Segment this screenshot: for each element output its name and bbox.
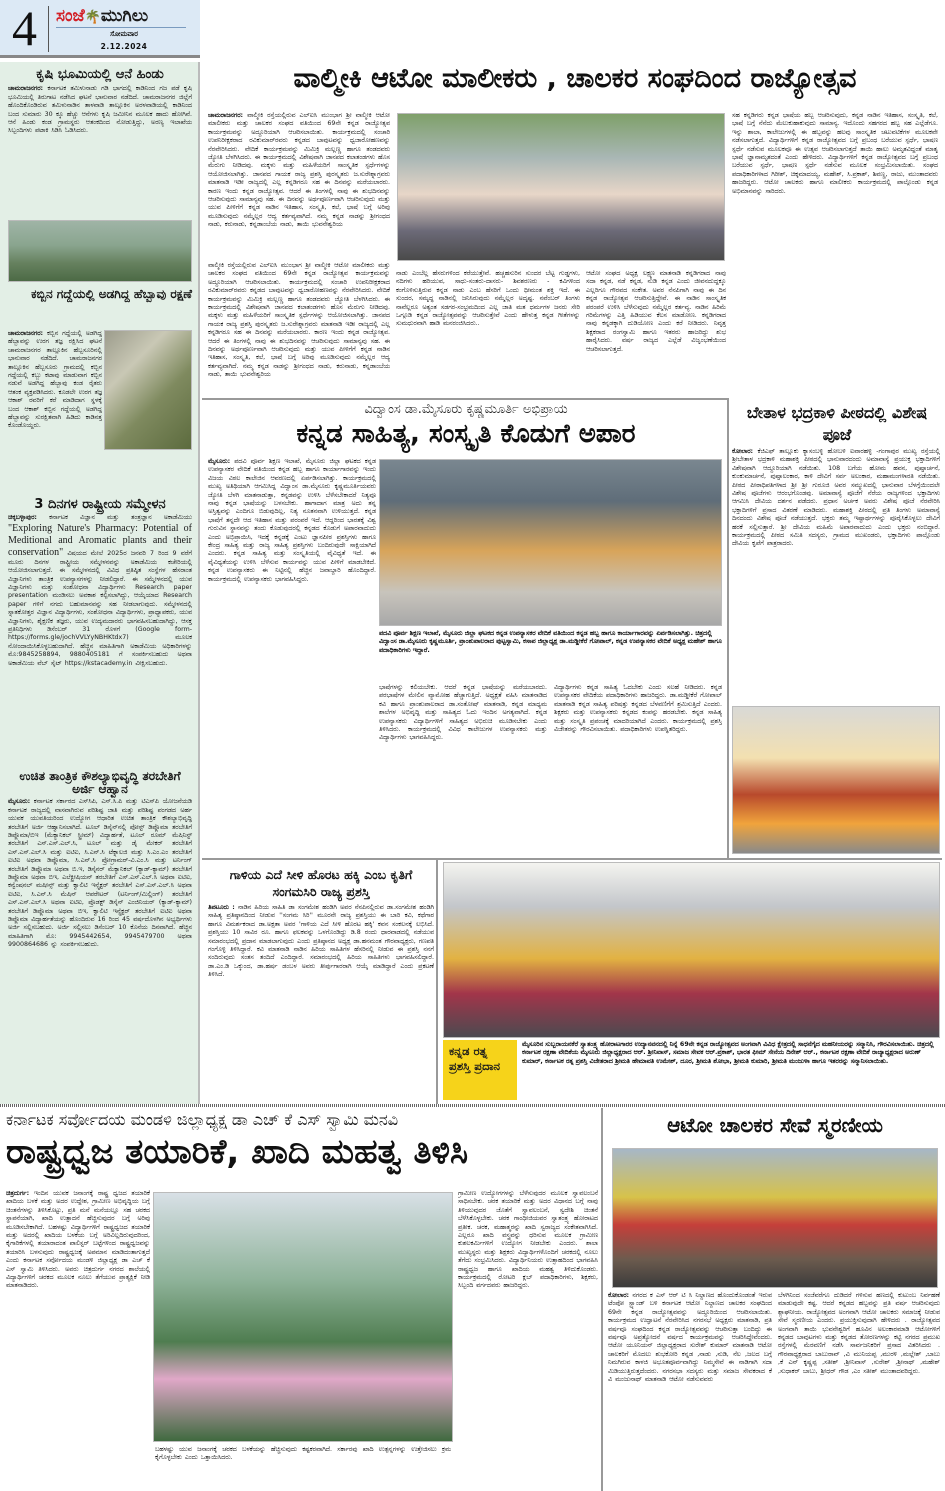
dateline: ತಿಪಟೂರು :: [208, 904, 235, 911]
elephant-herd-photo: [8, 220, 192, 282]
story-text: ಇಂದಿನ ಯುವಕ ಜನಾಂಗಕ್ಕೆ ರಾಷ್ಟ್ರ ಧ್ವಜದ ತಯಾರಿಕೆ ಖಾದಿಯ ಬಳಕೆ ಮತ್ತು ಅದರ ಉದ್ದೇಶ, ಗ್ರಾಮೀಣ ಅಭಿವೃದ್ಧಿಯ ಬಗ್ಗೆ ಚಿಂತನೆಗಳನ್ನು ತಿಳಿಸಿಕೊಟ್ಟು, ಪ್ರತಿ ಮನೆ ಮನೆಯಲ್ಲೂ ಸಹ ಚರಕದ ಸ್ಥಾಪನೆಯಾಗಿ, ಖಾದಿ ಉತ್ಪಾದನೆ ಹೆಚ್ಚಿಸುವುದರ ಬಗ್ಗೆ ಅರಿವು ಮೂಡಿಸಬೇಕಾಗಿದೆ. ಬಹಳಷ್ಟು ವಿದ್ಯಾರ್ಥಿಗಳಿಗೆ ರಾಷ್ಟ್ರಧ್ವಜದ ತಯಾರಿಕೆ ಮತ್ತು ಅದರಲ್ಲಿ ಖಾದಿಯ ಬಳಕೆಯ ಬಗ್ಗೆ ಅರಿವಿಲ್ಲದಿರುವುದರಿಂದ, ಕೈಗಾರಿಕೆಗಳಲ್ಲಿ ತಯಾರಾದಂತ ಪಾಲಿಸ್ಟರ್ ಬಟ್ಟೆಗಳಿಂದ ರಾಷ್ಟ್ರಧ್ವಜವನ್ನು ತಯಾರಿಸಿ ಬಳಸುವುದು ರಾಷ್ಟ್ರಧ್ವಜಕ್ಕೆ ಅಪಮಾನ ಮಾಡಿದಂತಾಗುತ್ತದೆ ಎಂದು ಕರ್ನಾಟಕ ಸರ್ವೋದಯ ಮಂಡಳಿ ಜಿಲ್ಲಾಧ್ಯಕ್ಷ ಡಾ ಎಚ್ ಕೆ ಎಸ್ ಸ್ವಾಮಿ ತಿಳಿಸಿದರು. ಅವರು ಚಿತ್ರದುರ್ಗ ನಗರದ ಶಾಲೆಯಲ್ಲಿ ವಿದ್ಯಾರ್ಥಿಗಳಿಗೆ ಚರಕದ ಮೂಲಕ ನೂಲು ತೆಗೆಯುವ ಪ್ರಾತ್ಯಕ್ಷಿಕೆ ನೀಡಿ ಮಾತನಾಡಿದರು.: [6, 1190, 150, 1290]
flag-story-col1: [6, 1190, 150, 1486]
story-text: ಕರ್ನಾಟಕ ಸರ್ಕಾರದ ಎಸ್‌ಸಿಪಿ, ಎಸ್.ಸಿ.ಪಿ ಮತ್ತು ಟಿಎಸ್‌ಪಿ ಯೋಜನೆಯಡಿ ಕರ್ನಾಟಕ ರಾಜ್ಯದಲ್ಲಿ ವಾಸವಾಗಿರುವ ಪರಿಶಿಷ್ಟ ಜಾತಿ ಮತ್ತು ಪರಿಶಿಷ್ಟ ಪಂಗಡದ ಅರ್ಹ ಯುವಕ ಯುವತಿಯರಿಂದ ಉದ್ಯೋಗ ಆಧಾರಿತ ಉಚಿತ ತಾಂತ್ರಿಕ ಕೌಶಲ್ಯಾಭಿವೃದ್ಧಿ ತರಬೇತಿಗೆ ಅರ್ಜಿ ಆಹ್ವಾನಿಸಲಾಗಿದೆ. ಟೂಲ್ ಡಿಸೈನ್‌ನಲ್ಲಿ ಪೋಸ್ಟ್ ಡಿಪ್ಲೊಮಾ ತರಬೇತಿಗೆ ಡಿಪ್ಲೊಮಾ/ಬಿಇ (ಮೆಕ್ಯಾನಿಕಲ್ ಸ್ಟ್ರೀಮ್) ವಿದ್ಯಾರ್ಹತೆ, ಟೂಲ್ ರೂಮ್ ಮೆಷಿನಿಸ್ಟ್ ತರಬೇತಿಗೆ ಎಸ್.ಎಸ್.ಎಲ್.ಸಿ, ಟೂಲ್ ಮತ್ತು ಡೈ ಮೇಕರ್ ತರಬೇತಿಗೆ ಎಸ್.ಎಸ್.ಎಲ್.ಸಿ ಮತ್ತು ಐಟಿಐ, ಸಿ.ಎನ್.ಸಿ ಟೆಕ್ನಾಲಜಿ ಮತ್ತು ಸಿ.ಎಂ.ಎಂ ತರಬೇತಿಗೆ ಐಟಿಐ ಅಥವಾ ಡಿಪ್ಲೊಮಾ, ಸಿ.ಎನ್.ಸಿ ಪ್ರೋಗ್ರಾಮರ್-ವಿ.ಎಂ.ಸಿ ಮತ್ತು ಟರ್ನಿಂಗ್ ತರಬೇತಿಗೆ ಡಿಪ್ಲೊಮಾ ಅಥವಾ ಬಿ.ಇ, ಡಿಸೈನರ್ ಮೆಕ್ಯಾನಿಕಲ್ (ಕ್ಯಾಡ್-ಕ್ಯಾಮ್) ತರಬೇತಿಗೆ ಡಿಪ್ಲೊಮಾ ಅಥವಾ ಬಿಇ, ಎಲೆಕ್ಟ್ರೀಷಿಯನ್ ತರಬೇತಿಗೆ ಎಸ್.ಎಸ್.ಎಲ್.ಸಿ ಅಥವಾ ಐಟಿಐ, ಕನ್ವೆಂಷನಲ್ ಮಷೀನ್ಸ್ ಮತ್ತು ಕ್ವಾಲಿಟಿ ಇನ್ಸ್ಪೆಕ್ಟರ್ ತರಬೇತಿಗೆ ಎಸ್.ಎಸ್.ಎಲ್.ಸಿ ಅಥವಾ ಐಟಿಐ, ಸಿ.ಎನ್.ಸಿ ಮೆಷಿನ್ ಆಪರೇಟರ್ (ಟರ್ನಿಂಗ್/ಮಿಲ್ಲಿಂಗ್) ತರಬೇತಿಗೆ ಎಸ್.ಎಸ್.ಎಲ್.ಸಿ ಅಥವಾ ಐಟಿಐ, ಪ್ರೊಡಕ್ಟ್ ಡಿಸೈನ್ ಎಂಜಿನಿಯರ್ (ಕ್ಯಾಡ್-ಕ್ಯಾಮ್) ತರಬೇತಿಗೆ ಡಿಪ್ಲೊಮಾ ಅಥವಾ ಬಿಇ, ಕ್ವಾಲಿಟಿ ಇನ್ಸ್ಪೆಕ್ಟರ್ ತರಬೇತಿಗೆ ಐಟಿಐ ಅಥವಾ ಡಿಪ್ಲೊಮಾ ವಿದ್ಯಾರ್ಹತೆಯನ್ನು ಹೊಂದಿರುವ 16 ರಿಂದ 45 ವರ್ಷದೊಳಗಿನ ಅಭ್ಯರ್ಥಿಗಳು ಅರ್ಜಿ ಸಲ್ಲಿಸಬಹುದು. ಅರ್ಜಿ ಸಲ್ಲಿಸಲು ಡಿಸೆಂಬರ್ 10 ಕೊನೆಯ ದಿನವಾಗಿದೆ. ಹೆಚ್ಚಿನ ಮಾಹಿತಿಗಾಗಿ ಮೊ: 9945442654, 9945479700 ಅಥವಾ 9900864686 ನ್ನು ಸಂಪರ್ಕಿಸಬಹುದು.: [8, 798, 192, 949]
award-headline: ಗಾಳಿಯ ಎದೆ ಸೀಳಿ ಹೊರಟ ಹಕ್ಕಿ ಎಂಬ ಕೃತಿಗೆ ಸಂಗಮಸಿರಿ ರಾಜ್ಯ ಪ್ರಶಸ್ತಿ: [229, 867, 413, 899]
section-divider: [202, 858, 942, 860]
lead-story-col1: [208, 112, 390, 260]
kannada-headline: ಕನ್ನಡ ಸಾಹಿತ್ಯ, ಸಂಸ್ಕೃತಿ ಕೊಡುಗೆ ಅಪಾರ: [296, 419, 636, 449]
dateline: ಚಿಕ್ಕಬಳ್ಳಾಪುರ:: [8, 514, 37, 522]
story-text: ಪದವಿ ಪೂರ್ವ ಶಿಕ್ಷಣ ಇಲಾಖೆ, ಮೈಸೂರು ಜಿಲ್ಲಾ ಘಟಕದ ಕನ್ನಡ ಉಪನ್ಯಾಸಕರ ವೇದಿಕೆ ವತಿಯಿಂದ ಕನ್ನಡ ಹಬ್ಬ ಹಾಗೂ ಕಾರ್ಯಾಗಾರವನ್ನು ಇಂದು ವಿಜಯ ವಿಠಲ ಕಾಲೇಜಿನ ಆವರಣದಲ್ಲಿ ಏರ್ಪಡಿಸಲಾಗಿತ್ತು. ಕಾರ್ಯಕ್ರಮದಲ್ಲಿ ಮುಖ್ಯ ಅತಿಥಿಯಾಗಿ ಆಗಮಿಸಿದ್ದ ವಿದ್ವಾಂಸ ಡಾ.ಮೈಸೂರು ಕೃಷ್ಣಮೂರ್ತಿಯವರು ಜ್ಯೋತಿ ಬೆಳಗಿ ಮಾತನಾಡುತ್ತಾ, ಕನ್ನಡವನ್ನು ಉಳಿಸಿ ಬೆಳೆಸಬೇಕಾದರೆ ನಿತ್ಯವೂ ನಾವು ಕನ್ನಡ ಭಾಷೆಯನ್ನು ಬಳಸಬೇಕು. ಹಾಗಾದಾಗ ಮಾತ್ರ ಅದು ತನ್ನ ಅಸ್ತಿತ್ವವನ್ನು ಎಂದಿಗೂ ಬಿಡುವುದಿಲ್ಲ, ನಿತ್ಯ ನೂತನವಾಗಿ ಉಳಿಯುತ್ತದೆ. ಕನ್ನಡ ಭಾಷೆಗೆ ತನ್ನದೇ ಆದ ಇತಿಹಾಸ ಮತ್ತು ಪರಂಪರೆ ಇದೆ. ಆದ್ದರಿಂದ ಭಾರತಕ್ಕೆ ವಿಶ್ವ ಗುರುವಿನ ಸ್ಥಾನವನ್ನು ತಂದು ಕೊಡುವುದರಲ್ಲಿ ಕನ್ನಡದ ಕೊಡುಗೆ ಅಪಾರವಾದುದು ಎಂದು ಅಭಿಪ್ರಾಯಿಸಿ, ಇದಕ್ಕೆ ಕನ್ನಡಕ್ಕೆ ಎಂಟು ಜ್ಞಾನಪೀಠ ಪ್ರಶಸ್ತಿಗಳು ಹಾಗೂ ಕೇಂದ್ರ ಸಾಹಿತ್ಯ ಮತ್ತು ರಾಜ್ಯ ಸಾಹಿತ್ಯ ಪ್ರಶಸ್ತಿಗಳು ಬಂದಿರುವುದೇ ಸಾಕ್ಷಿಯಾಗಿದೆ ಎಂದರು. ಕನ್ನಡ ಸಾಹಿತ್ಯ ಮತ್ತು ಸಂಸ್ಕೃತಿಯಲ್ಲಿ ವೈವಿಧ್ಯತೆ ಇದೆ. ಈ ವೈವಿಧ್ಯತೆಯನ್ನು ಉಳಿಸಿ ಬೆಳೆಸುವ ಕಾರ್ಯವನ್ನು ಯುವ ಪೀಳಿಗೆ ಮಾಡಬೇಕಿದೆ. ಕನ್ನಡ ಉಪನ್ಯಾಸಕರು ಈ ನಿಟ್ಟಿನಲ್ಲಿ ಹೆಚ್ಚಿನ ಜವಾಬ್ದಾರಿ ಹೊಂದಿದ್ದಾರೆ. ಕಾರ್ಯಕ್ರಮದಲ್ಲಿ ಉಪನ್ಯಾಸಕರು ಭಾಗವಹಿಸಿದ್ದರು.: [208, 458, 376, 583]
award-story-body: [208, 904, 434, 1100]
flag-story-kicker: ಕರ್ನಾಟಕ ಸರ್ವೋದಯ ಮಂಡಳಿ ಜಿಲ್ಲಾಧ್ಯಕ್ಷ ಡಾ ಎಚ್ ಕೆ ಎಸ್ ಸ್ವಾಮಿ ಮನವಿ: [6, 1110, 399, 1129]
story-kicker: ವಿದ್ವಾಂಸ ಡಾ.ಮೈಸೂರು ಕೃಷ್ಣಮೂರ್ತಿ ಅಭಿಪ್ರಾಯ: [364, 402, 568, 417]
logo-part-2: ಮುಗಿಲು: [100, 6, 149, 26]
story-text: ಕರ್ನಾಟಕ ವಿಜ್ಞಾನ ಮತ್ತು ತಂತ್ರಜ್ಞಾನ ಅಕಾಡೆಮಿಯು: [49, 514, 192, 522]
english-title: "Exploring Nature's Pharmacy: Potential of Meditional and Aromatic plants and their conservation": [8, 522, 192, 558]
left-column: [0, 62, 200, 1104]
flag-story-bottom: ಬಹಳಷ್ಟು ಯುವ ಜನಾಂಗಕ್ಕೆ ಚರಕದ ಬಳಕೆಯನ್ನು ಹೆಚ್ಚಿಸುವುದು ಕಷ್ಟಕರವಾಗಿದೆ. ಸರ್ಕಾರವು ಖಾದಿ ಉತ್ಪನ್ನಗಳನ್ನು ಉತ್ತೇಜಿಸಲು ಕ್ರಮ ಕೈಗೊಳ್ಳಬೇಕು ಎಂದು ಒತ್ತಾಯಿಸಿದರು.: [155, 1446, 451, 1462]
story-text: ವಾಲ್ಮೀಕಿ ರಸ್ತೆಯಲ್ಲಿರುವ ಎಲ್‌ಐಸಿ ಮುಂಭಾಗ ಶ್ರೀ ವಾಲ್ಮೀಕಿ ಆಟೋ ಮಾಲೀಕರು ಮತ್ತು ಚಾಲಕರ ಸಂಘದ ವತಿಯಿಂದ 69ನೇ ಕನ್ನಡ ರಾಜ್ಯೋತ್ಸವ ಕಾರ್ಯಕ್ರಮವನ್ನು ಅದ್ದೂರಿಯಾಗಿ ಆಚರಿಸಲಾಯಿತು. ಕಾರ್ಯಕ್ರಮದಲ್ಲಿ ಸಂಚಾರಿ ಉಪನಿರೀಕ್ಷಕರಾದ ರವಿಕುಮಾರ್‌ರವರು ಕನ್ನಡದ ಬಾವುಟವನ್ನು ಧ್ವಜಾರೋಹಣವನ್ನು ನೆರವೇರಿಸಿದರು. ವೇದಿಕೆ ಕಾರ್ಯಕ್ರಮವನ್ನು ಮಿಮಿಕ್ರಿ ಮಲ್ಲಣ್ಣ ಹಾಗೂ ತಂಡದವರು ಜ್ಯೋತಿ ಬೆಳಗಿಸಿದರು. ಈ ಕಾರ್ಯಕ್ರಮದಲ್ಲಿ ವಿಶೇಷವಾಗಿ ಜಾನಪದ ಕಲಾತಂಡಗಳು ಹೊಸ ಮೆರುಗು ನೀಡಿದವು. ಮಕ್ಕಳು ಮತ್ತು ಮಹಿಳೆಯರಿಗೆ ಸಾಂಸ್ಕೃತಿಕ ಸ್ಪರ್ಧೆಗಳನ್ನು ಆಯೋಜಿಸಲಾಗಿತ್ತು. ಜಾನಪದ ಗಾಯಕ ರಾಜ್ಯ ಪ್ರಶಸ್ತಿ ಪುರಸ್ಕೃತರು ಜ.ಸುರೇಶ್ನಾಗ್ರವರು ಮಾತನಾಡಿ ಇಡೀ ರಾಜ್ಯದಲ್ಲಿ ಎಲ್ಲ ಕನ್ನಡಿಗರೂ ಸಹ ಈ ದಿನವನ್ನು ಮರೆಯಲಾರರು. ಕಾರಣ ಇಂದು ಕನ್ನಡ ರಾಜ್ಯೋತ್ಸವ. ಆದರೆ ಈ ತಿಂಗಳಲ್ಲಿ ನಾವು ಈ ಶುಭದಿನವನ್ನು ಆಚರಿಸುವುದು ಸಾಮಾನ್ಯವು ಸಹ. ಈ ದಿನವನ್ನು ಅರ್ಥಪೂರ್ಣವಾಗಿ ಆಚರಿಸುವುದು ಮತ್ತು ಯುವ ಪೀಳಿಗೆಗೆ ಕನ್ನಡ ನಾಡಿನ ಇತಿಹಾಸ, ಸಂಸ್ಕೃತಿ, ಕಲೆ, ಭಾಷೆ ಬಗ್ಗೆ ಅರಿವು ಮೂಡಿಸುವುದು ನಮ್ಮೆಲ್ಲರ ಆದ್ಯ ಕರ್ತವ್ಯವಾಗಿದೆ. ನಮ್ಮ ಕನ್ನಡ ನಾಡನ್ನು ಶ್ರೀಗಂಧದ ನಾಡು, ಕರುನಾಡು, ಕನ್ನಡಾಂಬೆಯ ನಾಡು, ತಾಯಿ ಭುವನೇಶ್ವರಿಯ: [208, 112, 390, 229]
column-divider: [436, 860, 438, 1104]
lead-story-col4: ಸಹ ಕನ್ನಡಿಗರು ಕನ್ನಡ ಭಾಷೆಯ ಹಬ್ಬ ಆಚರಿಸುವುದು, ಕನ್ನಡ ನಾಡಿನ ಇತಿಹಾಸ, ಸಂಸ್ಕೃತಿ, ಕಲೆ, ಭಾಷೆ ಬಗ್ಗೆ ನೆನೆದು ಮೆಲುಕುಹಾಕುವುದು ಸಾಮಾನ್ಯ. ಇದೊಂದು ಸಹಗರದ ಹಬ್ಬ ಸಹ ಎಲ್ಲೆಡೆಗೂ. ಇನ್ನು ಶಾಲಾ, ಕಾಲೇಜುಗಳಲ್ಲಿ ಈ ಹಬ್ಬವನ್ನು ಹಲವು ಸಾಂಸ್ಕೃತಿಕ ಚಟುವಟಿಕೆಗಳ ಮೂಲಕವೇ ನಡೆಸಲಾಗುತ್ತದೆ. ವಿದ್ಯಾರ್ಥಿಗಳಿಗೆ ಕನ್ನಡ ರಾಜ್ಯೋತ್ಸವದ ಬಗ್ಗೆ ಪ್ರಬಂಧ ಬರೆಯುವ ಸ್ಪರ್ಧೆ, ಭಾಷಣ ಸ್ಪರ್ಧೆ ನಡೆಸುವ ಮೂಲಕವೂ ಈ ಉತ್ಸವ ಆಚರಿಸಲಾಗುತ್ತದೆ ತಾಯಿ ಹಾಲು ಅಮೃತವಿದ್ದಂತೆ ಮಾತೃ ಭಾಷೆ ಜ್ಞಾನಾಮೃತದಂತೆ ಎಂದು ಹೇಳಿದರು. ವಿದ್ಯಾರ್ಥಿಗಳಿಗೆ ಕನ್ನಡ ರಾಜ್ಯೋತ್ಸವದ ಬಗ್ಗೆ ಪ್ರಬಂಧ ಬರೆಯುವ ಸ್ಪರ್ಧೆ, ಭಾಷಣ ಸ್ಪರ್ಧೆ ನಡೆಸುವ ಮೂಲಕ ಸಂಭ್ರಮಿಸಲಾಯಿತು. ಸಂಘದ ಪದಾಧಿಕಾರಿಗಳಾದ ಗಿರೀಶ್, ಚಿಕ್ಕಮಾದಯ್ಯ, ಮಹೇಶ್, ಸಿ.ಪ್ರಕಾಶ್, ಶಿವಣ್ಣ, ರಾಜು, ಮುಂತಾದವರು ಹಾಜರಿದ್ದರು. ಆಟೋ ಚಾಲಕರು ಹಾಗೂ ಮಾಲೀಕರು ಕಾರ್ಯಕ್ರಮದಲ್ಲಿ ಪಾಲ್ಗೊಂಡು ಕನ್ನಡ ಅಭಿಮಾನವನ್ನು ಸಾರಿದರು.: [732, 112, 938, 195]
kannada-ratna-label: ಕನ್ನಡ ರತ್ನ ಪ್ರಶಸ್ತಿ ಪ್ರದಾನ: [443, 1040, 517, 1100]
flag-headline: ರಾಷ್ಟ್ರಧ್ವಜ ತಯಾರಿಕೆ, ಖಾದಿ ಮಹತ್ವ ತಿಳಿಸಿ: [6, 1132, 469, 1172]
column-divider: [727, 398, 729, 858]
dateline: ಚಾಮರಾಜನಗರ:: [8, 85, 44, 93]
dateline: ಚಾಮರಾಜನಗರ:: [208, 112, 244, 119]
python-rescue-photo: [104, 330, 192, 450]
logo-part-1: ಸಂಜೆ: [56, 6, 85, 26]
temple-story-body: [732, 448, 940, 702]
dateline: ಮೈಸೂರು:: [8, 798, 31, 806]
bhadrakali-idol-photo: [732, 706, 940, 854]
story-text: ವಾಲ್ಮೀಕಿ ರಸ್ತೆಯಲ್ಲಿರುವ ಎಲ್‌ಐಸಿ ಮುಂಭಾಗ ಶ್ರೀ ವಾಲ್ಮೀಕಿ ಆಟೋ ಮಾಲೀಕರು ಮತ್ತು ಚಾಲಕರ ಸಂಘದ ವತಿಯಿಂದ 69ನೇ ಕನ್ನಡ ರಾಜ್ಯೋತ್ಸವ ಕಾರ್ಯಕ್ರಮವನ್ನು ಅದ್ದೂರಿಯಾಗಿ ಆಚರಿಸಲಾಯಿತು. ಕಾರ್ಯಕ್ರಮದಲ್ಲಿ ಸಂಚಾರಿ ಉಪನಿರೀಕ್ಷಕರಾದ ರವಿಕುಮಾರ್‌ರವರು ಕನ್ನಡದ ಬಾವುಟವನ್ನು ಧ್ವಜಾರೋಹಣವನ್ನು ನೆರವೇರಿಸಿದರು. ವೇದಿಕೆ ಕಾರ್ಯಕ್ರಮವನ್ನು ಮಿಮಿಕ್ರಿ ಮಲ್ಲಣ್ಣ ಹಾಗೂ ತಂಡದವರು ಜ್ಯೋತಿ ಬೆಳಗಿಸಿದರು. ಈ ಕಾರ್ಯಕ್ರಮದಲ್ಲಿ ವಿಶೇಷವಾಗಿ ಜಾನಪದ ಕಲಾತಂಡಗಳು ಹೊಸ ಮೆರುಗು ನೀಡಿದವು. ಮಕ್ಕಳು ಮತ್ತು ಮಹಿಳೆಯರಿಗೆ ಸಾಂಸ್ಕೃತಿಕ ಸ್ಪರ್ಧೆಗಳನ್ನು ಆಯೋಜಿಸಲಾಗಿತ್ತು. ಜಾನಪದ ಗಾಯಕ ರಾಜ್ಯ ಪ್ರಶಸ್ತಿ ಪುರಸ್ಕೃತರು ಜ.ಸುರೇಶ್ನಾಗ್ರವರು ಮಾತನಾಡಿ ಇಡೀ ರಾಜ್ಯದಲ್ಲಿ ಎಲ್ಲ ಕನ್ನಡಿಗರೂ ಸಹ ಈ ದಿನವನ್ನು ಮರೆಯಲಾರರು. ಕಾರಣ ಇಂದು ಕನ್ನಡ ರಾಜ್ಯೋತ್ಸವ. ಆದರೆ ಈ ತಿಂಗಳಲ್ಲಿ ನಾವು ಈ ಶುಭದಿನವನ್ನು ಆಚರಿಸುವುದು ಸಾಮಾನ್ಯವು ಸಹ. ಈ ದಿನವನ್ನು ಅರ್ಥಪೂರ್ಣವಾಗಿ ಆಚರಿಸುವುದು ಮತ್ತು ಯುವ ಪೀಳಿಗೆಗೆ ಕನ್ನಡ ನಾಡಿನ ಇತಿಹಾಸ, ಸಂಸ್ಕೃತಿ, ಕಲೆ, ಭಾಷೆ ಬಗ್ಗೆ ಅರಿವು ಮೂಡಿಸುವುದು ನಮ್ಮೆಲ್ಲರ ಆದ್ಯ ಕರ್ತವ್ಯವಾಗಿದೆ. ನಮ್ಮ ಕನ್ನಡ ನಾಡನ್ನು ಶ್ರೀಗಂಧದ ನಾಡು, ಕರುನಾಡು, ಕನ್ನಡಾಂಬೆಯ ನಾಡು, ತಾಯಿ ಭುವನೇಶ್ವರಿಯ: [208, 262, 390, 379]
dateline: ಚಾಮರಾಜನಗರ:: [8, 330, 44, 337]
kannada-story-col3: ವಿದ್ಯಾರ್ಥಿಗಳು ಕನ್ನಡ ಸಾಹಿತ್ಯ ಓದಬೇಕು ಎಂದು ಸಲಹೆ ನೀಡಿದರು. ಕನ್ನಡ ಉಪನ್ಯಾಸಕರ ವೇದಿಕೆಯ ಪದಾಧಿಕಾರಿಗಳು ಹಾಜರಿದ್ದರು. ಡಾ.ಮಡ್ಡೀಕೆರೆ ಗೋಪಾಲ್ ಮಾತನಾಡಿ ಕನ್ನಡ ಸಾಹಿತ್ಯ ಪರಿಷತ್ತು ಕನ್ನಡದ ಬೆಳವಣಿಗೆಗೆ ಶ್ರಮಿಸುತ್ತಿದೆ ಎಂದರು. ಶಿಕ್ಷಕರು ಮತ್ತು ಉಪನ್ಯಾಸಕರು ಕನ್ನಡದ ಕಂಪನ್ನು ಹರಡಬೇಕು. ಕನ್ನಡ ಸಾಹಿತ್ಯ ಮತ್ತು ಸಂಸ್ಕೃತಿ ಪ್ರಪಂಚಕ್ಕೆ ಮಾದರಿಯಾಗಿದೆ ಎಂದರು. ಕಾರ್ಯಕ್ರಮದಲ್ಲಿ ಪ್ರಶಸ್ತಿ ವಿಜೇತರನ್ನು ಗೌರವಿಸಲಾಯಿತು. ಪದಾಧಿಕಾರಿಗಳು ಉಪಸ್ಥಿತರಿದ್ದರು.: [554, 684, 722, 734]
story-text: ಕರ್ನಾಟಕ ತಮಿಳುನಾಡು ಗಡಿ ಭಾಗದಲ್ಲಿ ಕಾಡಿನಿಂದ ಗಜ ಪಡೆ ಕೃಷಿ ಭೂಮಿಯಲ್ಲಿ ತಿರುಗಾಟ ನಡೆಸಿದ ಘಟನೆ ಭಾನುವಾರ ನಡೆದಿದೆ. ಚಾಮರಾಜನಗರ ಜಿಲ್ಲೆಗೆ ಹೊಂದಿಕೊಂಡಿರುವ ತಮಿಳುನಾಡಿನ ತಾಳವಾಡಿ ತಾಲ್ಲೂಕಿನ ಅರಳವಾಡಿಯಲ್ಲಿ ಕಾಡಿನಿಂದ ಬಂದ ಸುಮಾರು 30 ಕ್ಕೂ ಹೆಚ್ಚು ಆನೆಗಳು ಕೃಷಿ ಜಮೀನಿನ ಮೂಲಕ ಹಾದು ಹೋಗಿವೆ. ಆನೆ ಹಿಂಡು ಕಂಡ ಗ್ರಾಮಸ್ಥರು ಆತಂಕದಿಂದ ನೋಡುತ್ತಿದ್ದು, ಅರಣ್ಯ ಇಲಾಖೆಯ ಸಿಬ್ಬಂದಿಗಳು ಪಟಾಕಿ ಸಿಡಿಸಿ ಓಡಿಸಿದರು.: [8, 85, 192, 135]
story-body: [8, 85, 192, 135]
auto-rajyotsava-photo: [397, 113, 725, 261]
lead-headline: ವಾಲ್ಮೀಕಿ ಆಟೋ ಮಾಲೀಕರು , ಚಾಲಕರ ಸಂಘದಿಂದ ರಾಜ್ಯೋತ್ಸವ: [293, 63, 857, 94]
dateline: ಕೋಲಾರ:: [608, 1292, 630, 1299]
story-headline: 3 ದಿನಗಳ ರಾಷ್ಟ್ರೀಯ ಸಮ್ಮೇಳನ: [34, 497, 166, 512]
story-text: ನಗರದ ಕ ಎಸ್ ಆರ್ ಟಿ ಸಿ ನಿಲ್ದಾಣದ ಹೊಂದುಕೊಂಡಂತೆ ಇರುವ ಟೆಂಪೋ ಸ್ಟ್ಯಾಂಡ್ ಬಳಿ ಕರ್ನಾಟಕ ಆಟೋ ನಿಲ್ದಾಣದ ಚಾಲಕರ ಸಂಘದಿಂದ 69ನೇ ಕನ್ನಡ ರಾಜ್ಯೋತ್ಸವವನ್ನು ಅದ್ದೂರಿಯಿಂದ ಆಚರಿಸಲಾಯಿತು. ಕಾರ್ಯಕ್ರಮದ ಉದ್ಘಾಟನೆ ನೆರವೇರಿಸಿದ ನಗರಸಭೆ ಅಧ್ಯಕ್ಷರು ಮಾತನಾಡಿ, ಪ್ರತಿ ವರ್ಷವೂ ಸಂಘದಿಂದ ಕನ್ನಡ ರಾಜ್ಯೋತ್ಸವವನ್ನು ಆಚರಿಸುತ್ತಾ ಬಂದಿದ್ದು ಈ ವರ್ಷವೂ ಅಪ್ರತ್ಯೋದನೆ ವರ್ಷದ ಕಾರ್ಯಕ್ರಮವನ್ನು ಆಚರಿಸಿದ್ದೇವೆಂದರು. ಆಟೋ ಯೂನಿಯನ್ ಜಿಲ್ಲಾಧ್ಯಕ್ಷರಾದ ಸುರೇಶ್ ಕುಮಾರ್ ಮಾತನಾಡಿ ಆಟೋ ಚಾಲಕರಿಗೆ ಮೊದಲು ಶುಭಕೋರಿ ಕನ್ನಡ ,ನಾಡು ,ನುಡಿ, ನೆಲ ,ಜಲದ ಬಗ್ಗೆ ನಿಮಗಿರುವ ಕಾಳಜಿ ಅಭೂತಪೂರ್ವವಾಗಿದ್ದು ನಿಮ್ಮಸೇವೆ ಈ ನಾಡಿಗಾಗಿ ಸದಾ ಮಿಡಿಯುತ್ತಿರುತ್ತದೆಂದರು. ನಗರಸಭಾ ಸದಸ್ಯರು ಮತ್ತು ಸಮಾಜ ಸೇವಕರಾದ ಕೆ ವಿ ಮಂಜುನಾಥ್ ಮಾತನಾಡಿ ಆಟೋ ನಡೆಸುವವರು: [608, 1292, 772, 1384]
story-text: ಕೆಜಿಎಫ್ ತಾಲ್ಲೂಕು ಕ್ಯಾಸಂಬಳ್ಳಿ ಹೋಬಳಿ ಐವಾರಹಳ್ಳಿ -ಗಂಗಾಪುರ ಮುಖ್ಯ ರಸ್ತೆಯಲ್ಲಿ ಶ್ರೀಬೇತಾಳ ಭದ್ರಕಾಳಿ ಮಹಾಶಕ್ತಿ ಪೀಠದಲ್ಲಿ ಭಾನುವಾರದಂದು ಅಮಾವಾಸ್ಯೆ ಪ್ರಯುಕ್ತ ಭಕ್ತಾದಿಗಳಿಗೆ ವಿಶೇಷವಾಗಿ ಆದ್ದೂರಿಯಾಗಿ ನಡೆಯಿತು. 108 ಬಗೆಯ ಹೋಮ ಹವನ, ಪುಷ್ಪಾರ್ಚನೆ, ಕುಂಕುಮಾರ್ಚನೆ, ಪುಷ್ಪಾಲಂಕಾರ, ಕಾಳಿ ದೇವಿಗೆ ಸರ್ವ ಅಲಂಕಾರ, ಮಹಾಮಂಗಳಾರತಿ ನಡೆಯಿತು. ಪೀಠದ ಪೀಠಾಧಿಪತಿಗಳಾದ ಶ್ರೀ ಶ್ರೀ ಗುರೂಜಿ ಅವರ ಸಮ್ಮುಖದಲ್ಲಿ ಭಾನುವಾರ ಬೆಳಗ್ಗೆಯಿಂದಲೇ ವಿಶೇಷ ಪೂಜೆಗಳು ಆರಂಭಗೊಂಡವು. ಅಮಾವಾಸ್ಯೆ ಪೂಜೆಗೆ ನೆರೆಯ ರಾಜ್ಯಗಳಿಂದ ಭಕ್ತಾದಿಗಳು ಆಗಮಿಸಿ ದೇವಿಯ ದರ್ಶನ ಪಡೆದರು. ಪ್ರಧಾನ ಅರ್ಚಕ ಅವರು ವಿಶೇಷ ಪೂಜೆ ನೆರವೇರಿಸಿ ಭಕ್ತಾದಿಗಳಿಗೆ ಪ್ರಸಾದ ವಿತರಣೆ ಮಾಡಿದರು. ಮಹಾಶಕ್ತಿ ಪೀಠದಲ್ಲಿ ಪ್ರತಿ ತಿಂಗಳು ಅಮಾವಾಸ್ಯೆ ದಿನದಂದು ವಿಶೇಷ ಪೂಜೆ ನಡೆಯುತ್ತದೆ. ಭಕ್ತರು ತಮ್ಮ ಇಷ್ಟಾರ್ಥಗಳನ್ನು ಪೂರೈಸಿಕೊಳ್ಳಲು ದೇವಿಗೆ ಹರಕೆ ಸಲ್ಲಿಸುತ್ತಾರೆ. ಶ್ರೀ ದೇವಿಯ ಮಹಿಮೆ ಅಪಾರವಾದುದು ಎಂದು ಭಕ್ತರು ನಂಬಿದ್ದಾರೆ. ಕಾರ್ಯಕ್ರಮದಲ್ಲಿ ಪೀಠದ ಸಮಿತಿ ಸದಸ್ಯರು, ಗ್ರಾಮದ ಮುಖಂಡರು, ಭಕ್ತಾದಿಗಳು ಪಾಲ್ಗೊಂಡು ದೇವಿಯ ಕೃಪೆಗೆ ಪಾತ್ರರಾದರು.: [732, 448, 940, 548]
dateline: ಮೈಸೂರು:: [208, 458, 231, 465]
photo-caption: ಪದವಿ ಪೂರ್ವ ಶಿಕ್ಷಣ ಇಲಾಖೆ, ಮೈಸೂರು ಜಿಲ್ಲಾ ಘಟಕದ ಕನ್ನಡ ಉಪನ್ಯಾಸಕರ ವೇದಿಕೆ ವತಿಯಿಂದ ಕನ್ನಡ ಹಬ್ಬ ಹಾಗೂ ಕಾರ್ಯಾಗಾರವನ್ನು ಏರ್ಪಡಿಸಲಾಗಿತ್ತು. ಚಿತ್ರದಲ್ಲಿ ವಿದ್ವಾಂಸ ಡಾ.ಮೈಸೂರು ಕೃಷ್ಣಮೂರ್ತಿ, ಪ್ರಾಂಶುಪಾಲರಾದ ಪುಟ್ಟಸ್ವಾಮಿ, ಕಸಾಪ ಜಿಲ್ಲಾಧ್ಯಕ್ಷ ಡಾ.ಮಡ್ಡೀಕೆರೆ ಗೋಪಾಲ್, ಕನ್ನಡ ಉಪನ್ಯಾಸಕರ ವೇದಿಕೆ ಅಧ್ಯಕ್ಷ ಮಹೇಶ್ ಹಾಗೂ ಪದಾಧಿಕಾರಿಗಳು ಇದ್ದಾರೆ.: [379, 630, 722, 654]
auto-headline: ಆಟೋ ಚಾಲಕರ ಸೇವೆ ಸ್ಮರಣೀಯ: [667, 1113, 883, 1137]
python-story-body: [8, 330, 102, 496]
kannada-story-col1: [208, 458, 376, 854]
section-divider: [202, 398, 727, 400]
page-number: 4: [12, 0, 37, 56]
story-headline: ಕಬ್ಬಿನ ಗದ್ದೆಯಲ್ಲಿ ಅಡಗಿದ್ದ ಹೆಬ್ಬಾವು ರಕ್ಷಣೆ: [31, 287, 192, 301]
temple-headline: ಬೇತಾಳ ಭದ್ರಕಾಳಿ ಪೀಠದಲ್ಲಿ ವಿಶೇಷ ಪೂಜೆ: [746, 403, 928, 444]
newspaper-logo: [56, 6, 148, 26]
auto-story-col2: ಬೆಳಗಿನಿಂದ ಸಂಜೆವರೆಗೂ ದುಡಿದರೆ ಗಳಿಸುವ ಹಣದಲ್ಲಿ ಕುಟುಂಬ ನಿರ್ವಹಣೆ ಮಾಡುವುದೇ ಕಷ್ಟ. ಆದರೆ ಕನ್ನಡದ ಹಬ್ಬವನ್ನು ಪ್ರತಿ ವರ್ಷ ಆಚರಿಸುವುದು ಶ್ಲಾಘನೀಯ. ರಾಜ್ಯೋತ್ಸವದ ಅಂಗವಾಗಿ ಆಟೋ ಚಾಲಕರು ಸಮಾಜಕ್ಕೆ ನೀಡುವ ಸೇವೆ ಸ್ಮರಣೀಯ ಎಂದರು. ಪ್ರಯುಕ್ತಿಸುವುದಾಗಿ ಹೇಳಿದರು . ರಾಜ್ಯೋತ್ಸವದ ಅಂಗವಾಗಿ ತಾಯಿ ಭುವನೇಶ್ವರಿಗೆ ಹೂವಿನ ಅಲಂಕಾರಮಾಡಿ ಆಟೋಗಳಿಗೆ ಕನ್ನಡದ ಬಾವುಟಗಳು ಮತ್ತು ಕನ್ನಡದ ತೋರಣಗಳನ್ನು ಕಟ್ಟಿ ನಗರದ ಪ್ರಮುಖ ರಸ್ತೆಗಳಲ್ಲಿ ಮೆರವಣಿಗೆ ನಡೆಸಿ ಸಾರ್ವಜನಿಕರಿಗೆ ಪ್ರಸಾದ ವಿತರಿಸಿದರು . ಗೌರವಾಧ್ಯಕ್ಷರಾದ ಬಾಬುರಾವ್ ,ವಿ ಮುನಿಯಪ್ಪ ,ಮುರಳಿ ,ಮಲ್ಲೇಶ್ ,ಬಾಬು ,ಕೆ ಎನ್ ಕೃಷ್ಣಪ್ಪ ,ಸತೀಶ್ ,ಶ್ರೀನಿವಾಸ್ ,ಸುರೇಶ್ ,ಶ್ರೀನಾಥ್ ,ಮಹೇಶ್ ,ಸುಧಾಕರ್ ಬಾಬು, ಶ್ರೀಧರ್ ಗೌಡ ,ಎಂ ಸತೀಶ್ ಮುಂತಾದವರಿದ್ದರು.: [778, 1292, 940, 1375]
lead-story-col3: ಆಟೋ ಸಂಘದ ಅಧ್ಯಕ್ಷ ಲಕ್ಷ್ಮಣ ಮಾತನಾಡಿ ಕನ್ನಡಿಗರಾದ ನಾವು ಸದಾ ಕನ್ನಡ, ನಡೆ ಕನ್ನಡ, ನುಡಿ ಕನ್ನಡ ಎಂದು ಜೀವನದುದ್ದಕ್ಕೂ ಎಲ್ಲರಿಗೂ ಗೌರವದ ಸಂಕೇತ. ಅವರ ನೆನಪಿಗಾಗಿ ನಾವು ಈ ದಿನ ಕನ್ನಡ ರಾಜ್ಯೋತ್ಸವ ಆಚರಿಸುತ್ತಿದ್ದೇವೆ. ಈ ನಾಡಿನ ಸಾಂಸ್ಕೃತಿಕ ಪರಂಪರೆ ಉಳಿಸಿ ಬೆಳೆಸುವುದು ನಮ್ಮೆಲ್ಲರ ಕರ್ತವ್ಯ. ನಾಡಿನ ಹಿರಿಮೆ ಗರಿಮೆಗಳನ್ನು ಎತ್ತಿ ಹಿಡಿಯುವ ಕೆಲಸ ಮಾಡೋಣ. ಕನ್ನಡಿಗರಾದ ನಾವು ಕನ್ನಡಕ್ಕಾಗಿ ದುಡಿಯೋಣ ಎಂದು ಕರೆ ನೀಡಿದರು. ನಿವೃತ್ತ ಶಿಕ್ಷಕರಾದ ರಂಗಸ್ವಾಮಿ ಹಾಗೂ ಇತರರು ಹಾಜರಿದ್ದು ಶುಭ ಹಾರೈಸಿದರು. ವರ್ಷ ರಾಜ್ಯದ ಎಲ್ಲೆಡೆ ವಿಜೃಂಭಣೆಯಿಂದ ಆಚರಿಸಲಾಗುತ್ತದೆ.: [586, 270, 726, 353]
issue-date: 2.12.2024: [100, 42, 148, 51]
story-body: [8, 514, 192, 668]
logo-underline: [56, 27, 186, 28]
kannada-story-col2: ಭಾಷೆಗಳನ್ನು ಕಲಿಯಬೇಕು. ಆದರೆ ಕನ್ನಡ ಭಾಷೆಯನ್ನು ಮರೆಯಬಾರದು. ಪರಭಾಷೆಗಳ ಮೇಲಿನ ವ್ಯಾಮೋಹ ಹೆಚ್ಚಾಗುತ್ತಿದೆ. ಅಧ್ಯಕ್ಷತೆ ವಹಿಸಿ ಮಾತನಾಡಿದ ಕವಿ ಹಾಗೂ ಪ್ರಾಂಶುಪಾಲರಾದ ಡಾ.ಸಂತೋಷ್ ಮಾತನಾಡಿ, ಕನ್ನಡ ಮಾಧ್ಯಮ ಶಾಲೆಗಳ ಅಭಿವೃದ್ಧಿ ಮತ್ತು ಸಾಹಿತ್ಯದ ಓದು ಇಂದಿನ ಅಗತ್ಯವಾಗಿದೆ. ಕನ್ನಡ ಉಪನ್ಯಾಸಕರು ವಿದ್ಯಾರ್ಥಿಗಳಿಗೆ ಸಾಹಿತ್ಯದ ಅಭಿರುಚಿ ಮೂಡಿಸಬೇಕು ಎಂದು ತಿಳಿಸಿದರು. ಕಾರ್ಯಕ್ರಮದಲ್ಲಿ ವಿವಿಧ ಕಾಲೇಜುಗಳ ಉಪನ್ಯಾಸಕರು ಮತ್ತು ವಿದ್ಯಾರ್ಥಿಗಳು ಭಾಗವಹಿಸಿದ್ದರು.: [379, 684, 547, 742]
column-divider: [601, 1108, 603, 1491]
weekday: ಸೋಮವಾರ: [110, 30, 138, 38]
kannada-ratna-caption: ಮೈಸೂರಿನ ಸುಬ್ಬರಾಯನಕೆರೆ ಸ್ವಾತಂತ್ರ್ಯ ಹೋರಾಟಗಾರರ ಉದ್ಯಾನವನದಲ್ಲಿ ನಿನ್ನೆ 69ನೇ ಕನ್ನಡ ರಾಜ್ಯೋತ್ಸವದ ಅಂಗವಾಗಿ ವಿವಿಧ ಕ್ಷೇತ್ರದಲ್ಲಿ ಸಾಧನೆಗೈದ ಮಹನೀಯರನ್ನು ಸನ್ಮಾನಿಸಿ, ಗೌರವಿಸಲಾಯಿತು. ಚಿತ್ರದಲ್ಲಿ ಕರ್ನಾಟಕ ರಕ್ಷಣಾ ವೇದಿಕೆಯ ಮೈಸೂರು ಜಿಲ್ಲಾಧ್ಯಕ್ಷರಾದ ಆರ್. ಶ್ರೀನಿವಾಸ್, ಸಮಾಜ ಸೇವಕ ಆರ್.ಪ್ರಕಾಶ್, ಭಾರತ ಫೀಮ್ ಸೇನೆಯ ದಿನೇಶ್ ಆರ್., ಕರ್ನಾಟಕ ರಕ್ಷಣಾ ವೇದಿಕೆ ರಾಜ್ಯಾಧ್ಯಕ್ಷರಾದ ಅರುಣ್ ಕುಮಾರ್, ಕರ್ನಾಟಕ ರತ್ನ ಪ್ರಶಸ್ತಿ ವಿಜೇತರಾದ ಶ್ರೀಮತಿ ಹೇಮಾವತಿ ಉಮೇಶ್, ದೂರ, ಶ್ರೀಮತಿ ಶೋಭಾ, ಶ್ರೀಮತಿ ಕುಮಾರಿ, ಶ್ರೀಮತಿ ಮಂಜುಳಾ ಹಾಗೂ ಇತರರನ್ನು ಸನ್ಮಾನಿಸಲಾಯಿತು.: [522, 1041, 934, 1065]
palm-sun-icon: 🌴: [84, 10, 101, 25]
dateline: ಚಿತ್ರದುರ್ಗ:: [6, 1190, 30, 1197]
kannada-habba-photo: [379, 459, 722, 626]
conference-story: [8, 498, 192, 668]
python-story: [8, 288, 192, 301]
story-body: [8, 798, 192, 949]
lead-story-col2: ನಾಡು ಎಂಬೆಲ್ಲ ಹೆಸರುಗಳಿಂದ ಕರೆಯುತ್ತೇವೆ. ಹಚ್ಚಹಸುರಿನ ಸುಂದರ ಬೆಟ್ಟ ಗುಡ್ಡಗಳು, ನದಿಗಳು ಹರಿಯುವ, ಸಾಧು-ಸಂತರು-ದಾಸರು- ಶಿವಶರಣರು - ಕವಿಗಳಿಂದ ಕಂಗೊಳಿಸುತ್ತಿರುವ ಕನ್ನಡ ನಾಡು ಎಂಬ ಹೆಸರಿಗೆ ಒಂದು ಧೀಮಂತ ಶಕ್ತಿ ಇದೆ. ಈ ಸುಂದರ, ಸಮೃದ್ಧ ನಾಡಿನಲ್ಲಿ ಜನಿಸಿರುವುದು ನಮ್ಮೆಲ್ಲರ ಅದೃಷ್ಟ. ನವೆಂಬರ್ ತಿಂಗಳು ನಾವೆಲ್ಲರೂ ಅತ್ಯಂತ ಸಡಗರ-ಸಂಭ್ರಮದಿಂದ ಎಲ್ಲ ಜಾತಿ ಮತ ಧರ್ಮಗಳ ಜನರು ಸೇರಿ ಒಗ್ಗೂಡಿ ಕನ್ನಡ ರಾಜ್ಯೋತ್ಸವವನ್ನು ಆಚರಿಸುತ್ತೇವೆ ಎಂದು ಹೇಳುತ್ತ ಕನ್ನಡ ಗೀತೆಗಳನ್ನು ಸುಮಧುರವಾಗಿ ಹಾಡಿ ಮನರಂಜಿಸಿದರು..: [396, 270, 580, 328]
story-text: ನಾಡಿನ ಹಿರಿಯ ಸಾಹಿತಿ ಡಾ ಸಂಗಮೇಶ ಹಂಡಿಗಿ ಅವರ ನೆನಪಿನಲ್ಲಿರುವ ಡಾ.ಸಂಗಮೇಶ ಹಂಡಿಗಿ ಸಾಹಿತ್ಯ ಪ್ರತಿಷ್ಠಾನದಿಂದ ನೀಡುವ ''ಸಂಗಮ ಸಿರಿ'' ಮೂರನೇ ರಾಜ್ಯ ಪ್ರಶಸ್ತಿಯು ಈ ಬಾರಿ ಕವಿ, ಕಥೆಗಾರ ಹಾಗೂ ವಿಮರ್ಶಕರಾದ ಡಾ.ಅಕ್ಷತಾ ಅವರ 'ಗಾಳಿಯ ಎದೆ ಸೀಳಿ ಹೊರಟ ಹಕ್ಕಿ' ಕವನ ಸಂಕಲನಕ್ಕೆ ಲಭಿಸಿದೆ. ಪ್ರಶಸ್ತಿಯು 10 ಸಾವಿರ ರೂ. ಹಾಗೂ ಫಲಕವನ್ನು ಒಳಗೊಂಡಿದ್ದು ಡಿ.8 ರಂದು ಧಾರವಾಡದಲ್ಲಿ ನಡೆಯುವ ಸಮಾರಂಭದಲ್ಲಿ ಪ್ರದಾನ ಮಾಡಲಾಗುವುದು ಎಂದು ಪ್ರತಿಷ್ಠಾನದ ಅಧ್ಯಕ್ಷ ಡಾ.ಹನಮಂತ ಗೌರವಾಧ್ಯಕ್ಷರು, ಗಣಪತಿ ಗಂಗೊಳ್ಳಿ ತಿಳಿಸಿದ್ದಾರೆ. ಕವಿ ಮಾತನಾಡಿ ನಾಡಿನ ಹಿರಿಯ ಸಾಹಿತಿಗಳ ಹೆಸರಿನಲ್ಲಿ ನೀಡುವ ಈ ಪ್ರಶಸ್ತಿ ನನಗೆ ಸಂದಿರುವುದು ಸಂತಸ ತಂದಿದೆ ಎಂದಿದ್ದಾರೆ. ಸಮಾರಂಭದಲ್ಲಿ ಹಿರಿಯ ಸಾಹಿತಿಗಳು ಭಾಗವಹಿಸಲಿದ್ದಾರೆ. ಡಾ.ಎಂ.ಡಿ ಒಕ್ಕುಂದ, ಡಾ.ಹರ್ಷ ಡಂಬಳ ಅವರು ತೀರ್ಪುಗಾರರಾಗಿ ಆಯ್ಕೆ ಮಾಡಿದ್ದಾರೆ ಎಂದು ಪ್ರಕಟಣೆ ತಿಳಿಸಿದೆ.: [208, 904, 434, 979]
section-divider: [0, 1104, 945, 1107]
story-text: ವಿಷಯದ ಮೇಲೆ 2025ರ ಜನವರಿ 7 ರಿಂದ 9 ವರೆಗೆ ಮೂರು ದಿನಗಳ ರಾಷ್ಟ್ರೀಯ ಸಮ್ಮೇಳನವನ್ನು ಅಕಾಡೆಮಿಯ ಕಚೇರಿಯಲ್ಲಿ ಆಯೋಜಿಸಲಾಗುತ್ತದೆ. ಈ ಸಮ್ಮೇಳನದಲ್ಲಿ ವಿವಿಧ ಪ್ರತಿಷ್ಠಿತ ಸಂಸ್ಥೆಗಳ ಹೆಸರಾಂತ ವಿಜ್ಞಾನಿಗಳು ತಾಂತ್ರಿಕ ಉಪನ್ಯಾಸಗಳನ್ನು ನೀಡಲಿದ್ದಾರೆ. ಈ ಸಮ್ಮೇಳನದಲ್ಲಿ ಯುವ ವಿಜ್ಞಾನಿಗಳು ಮತ್ತು ಸಂಶೋಧನಾ ವಿದ್ಯಾರ್ಥಿಗಳು Research paper presentation ಮಂಡಿಸಲು ಅವಕಾಶ ಕಲ್ಪಿಸಲಾಗಿದ್ದು, ಆಯ್ಕೆಯಾದ Research paper ಗಳಿಗೆ ನಗದು ಬಹುಮಾನವನ್ನು ಸಹ ನೀಡಲಾಗುವುದು. ಸಮ್ಮೇಳನದಲ್ಲಿ ಸ್ನಾತಕೋತ್ತರ ವಿಜ್ಞಾನ ವಿದ್ಯಾರ್ಥಿಗಳು, ಸಂಶೋಧನಾ ವಿದ್ಯಾರ್ಥಿಗಳು, ಪ್ರಾಧ್ಯಾಪಕರು, ಯುವ ವಿಜ್ಞಾನಿಗಳು, ಶೈಕ್ಷಣಿಕ ತಜ್ಞರು, ಯುವ ಉದ್ಯಮದಾರರು ಭಾಗವಹಿಸಬಹುದಾಗಿದ್ದು, ಆಸಕ್ತ ಪ್ರತಿನಿಧಿಗಳು ಡಿಸೆಂಬರ್ 31 ರೊಳಗೆ (Google form- https://forms.gle/jochVVLYyNBHKtdx7) ಮೂಲಕ ನೋಂದಾಯಿಸಿಕೊಳ್ಳಬಹುದಾಗಿದೆ. ಹೆಚ್ಚಿನ ಮಾಹಿತಿಗಾಗಿ ಅಕಾಡೆಮಿಯ ಅಧಿಕಾರಿಗಳನ್ನು ಮೊ:9845258894, 9880405181 ಗೆ ಸಂಪರ್ಕಿಸಬಹುದು ಅಥವಾ ಅಕಾಡೆಮಿಯ ವೆಬ್ ಸೈಟ್ https://kstacademy.in ವೀಕ್ಷಿಸಬಹುದು.: [8, 549, 192, 667]
story-headline: ಉಚಿತ ತಾಂತ್ರಿಕ ಕೌಶಲ್ಯಾಭಿವೃದ್ಧಿ ತರಬೇತಿಗೆ ಅರ್ಜಿ ಆಹ್ವಾನ: [19, 769, 181, 797]
story-text: ಕಬ್ಬಿನ ಗದ್ದೆಯಲ್ಲಿ ಅಡಗಿದ್ದ ಹೆಬ್ಬಾವನ್ನು ಉರಗ ತಜ್ಞ ರಕ್ಷಿಸಿದ ಘಟನೆ ಚಾಮರಾಜನಗರ ತಾಲ್ಲೂಕಿನ ಹೆಬ್ಬಸೂರಿನಲ್ಲಿ ಭಾನುವಾರ ನಡೆದಿದೆ. ಚಾಮರಾಜನಗರ ತಾಲ್ಲೂಕಿನ ಹೆಬ್ಬಸೂರು ಗ್ರಾಮದಲ್ಲಿ ಕಬ್ಬಿನ ಗದ್ದೆಯಲ್ಲಿ ಕಬ್ಬು ಕಟಾವು ಮಾಡುವಾಗ ಕಬ್ಬಿನ ನಡುವೆ ಅಡಗಿದ್ದ ಹೆಬ್ಬಾವು ಕಂಡ ರೈತರು ಆತಂಕ ವ್ಯಕ್ತಪಡಿಸಿದರು. ಕೂಡಲೇ ಉರಗ ತಜ್ಞ ಆಕಾಶ್ ರವರಿಗೆ ಕರೆ ಮಾಡಿದಾಗ ಸ್ಥಳಕ್ಕೆ ಬಂದ ಆಕಾಶ್ ಕಬ್ಬಿನ ಗದ್ದೆಯಲ್ಲಿ ಅಡಗಿದ್ದ ಹೆಬ್ಬಾವನ್ನು ಸುರಕ್ಷಿತವಾಗಿ ಹಿಡಿದು ಕಾಡಿನತ್ತ ಕೊಂಡೊಯ್ದರು.: [8, 330, 102, 430]
flag-story-col2: ಗ್ರಾಮೀಣ ಉದ್ಯೋಗಗಳನ್ನು ಬೆಳೆಸುವುದರ ಮೂಲಕ ಸ್ವಾವಲಂಬನೆ ಸಾಧಿಸಬೇಕು. ಚರಕ ತಯಾರಿಕೆ ಮತ್ತು ಅದರ ವಿಧಾನದ ಬಗ್ಗೆ ನಾವು ತಿಳಿಯುವುದರ ಜೊತೆಗೆ ಸ್ವಾವಲಂಬನೆ, ಸ್ವದೇಶಿ ಚಿಂತನೆ ಬೆಳೆಸಿಕೊಳ್ಳಬೇಕು. ಚರಕ ಗಾಂಧೀಜಿಯವರ ಸ್ವಾತಂತ್ರ್ಯ ಹೋರಾಟದ ಪ್ರತೀಕ. ಚರಕ, ಮಹಾತ್ಮರನ್ನು ಖಾದಿ ಸ್ವರಾಜ್ಯದ ಸಂಕೇತವಾಗಿಸಿದೆ. ಎಲ್ಲರೂ ಖಾದಿ ವಸ್ತ್ರವನ್ನು ಧರಿಸುವ ಮೂಲಕ ಗ್ರಾಮೀಣ ಕುಶಲಕರ್ಮಿಗಳಿಗೆ ಉದ್ಯೋಗ ನೀಡಬೇಕು ಎಂದರು. ಶಾಲಾ ಮುಖ್ಯಸ್ಥರು ಮತ್ತು ಶಿಕ್ಷಕರು ವಿದ್ಯಾರ್ಥಿಗಳೊಂದಿಗೆ ಚರಕದಲ್ಲಿ ನೂಲು ತೆಗೆದು ಸಂಭ್ರಮಿಸಿದರು. ವಿದ್ಯಾರ್ಥಿನಿಯರು ಉತ್ಸಾಹದಿಂದ ಭಾಗವಹಿಸಿ ರಾಷ್ಟ್ರಧ್ವಜ ಹಾಗೂ ಖಾದಿಯ ಮಹತ್ವ ತಿಳಿದುಕೊಂಡರು. ಕಾರ್ಯಕ್ರಮದಲ್ಲಿ ರೋಟರಿ ಕ್ಲಬ್ ಪದಾಧಿಕಾರಿಗಳು, ಶಿಕ್ಷಕರು, ಸಿಬ್ಬಂದಿ ವರ್ಗದವರು ಹಾಜರಿದ್ದರು.: [458, 1190, 598, 1290]
masthead: [0, 0, 200, 58]
story-headline: ಕೃಷಿ ಭೂಮಿಯಲ್ಲಿ ಆನೆ ಹಿಂಡು: [36, 67, 164, 82]
kannada-ratna-award-photo: [443, 862, 940, 1038]
lead-story-col1-cont: [208, 262, 390, 394]
charaka-demo-photo: [153, 1192, 453, 1442]
training-story: [8, 770, 192, 950]
auto-story-col1: [608, 1292, 772, 1488]
auto-drivers-photo: [612, 1148, 938, 1288]
elephant-story: [8, 68, 192, 136]
dateline: ಕೋಲಾರ:: [732, 448, 754, 455]
